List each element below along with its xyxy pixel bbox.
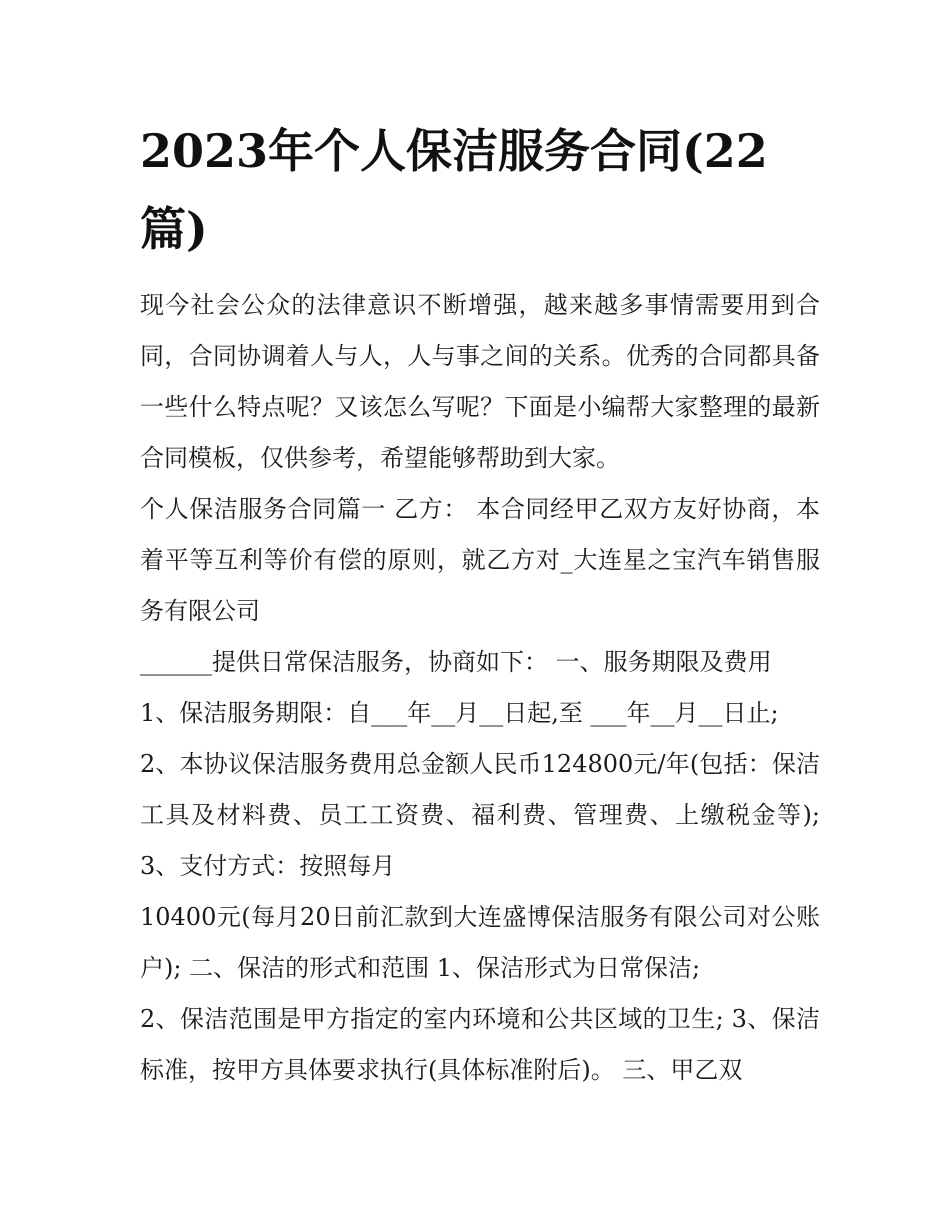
paragraph-intro: 现今社会公众的法律意识不断增强，越来越多事情需要用到合同，合同协调着人与人，人与事之间的关系。优秀的合同都具备一些什么特点呢？又该怎么写呢？下面是小编帮大家整理的最新合同模板，仅供参考，希望能够帮助到大家。 (140, 291, 820, 472)
paragraph-service-fee: 2、本协议保洁服务费用总金额人民币124800元/年(包括：保洁工具及材料费、员工工资费、福利费、管理费、上缴税金等); 3、支付方式：按照每月 (140, 750, 820, 880)
paragraph-contract-opening: 个人保洁服务合同篇一 乙方： 本合同经甲乙双方友好协商，本着平等互利等价有偿的原则，就乙方对_大连星之宝汽车销售服务有限公司 (140, 495, 820, 625)
paragraph-service-period: 1、保洁服务期限：自___年__月__日起,至 ___年__月__日止; (140, 699, 779, 727)
document-title: 2023年个人保洁服务合同(22篇) (140, 124, 768, 256)
paragraph-scope: 2、保洁范围是甲方指定的室内环境和公共区域的卫生; 3、保洁标准，按甲方具体要求执行(具体标准附后)。 三、甲乙双 (140, 1005, 820, 1084)
paragraph-payment: 10400元(每月20日前汇款到大连盛博保洁服务有限公司对公账户); 二、保洁的形式和范围 1、保洁形式为日常保洁; (140, 903, 820, 982)
document-body (140, 280, 820, 1096)
paragraph-service-terms: ______提供日常保洁服务，协商如下： 一、服务期限及费用 (140, 648, 772, 676)
